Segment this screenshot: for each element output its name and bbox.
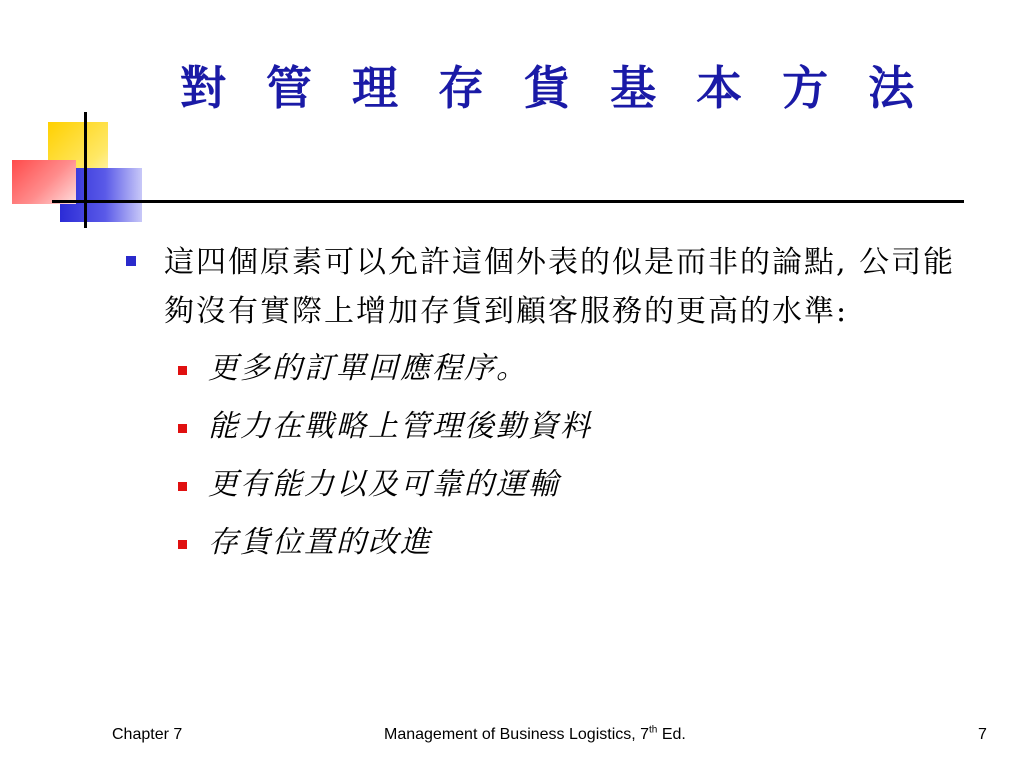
slide-content xyxy=(120,238,980,572)
slide-footer xyxy=(0,722,1024,750)
sub-bullet-text: 能力在戰略上管理後勤資料 xyxy=(208,409,592,444)
footer-book-sup: th xyxy=(649,724,658,736)
sub-bullet-item xyxy=(172,456,980,514)
sub-bullet-list xyxy=(120,340,980,572)
main-bullet-item xyxy=(120,238,980,336)
logo-vertical-line xyxy=(84,112,87,228)
sub-bullet-text: 更有能力以及可靠的運輸 xyxy=(208,467,560,502)
footer-book-prefix: Management of Business Logistics, 7 xyxy=(384,726,650,743)
footer-book-suffix: Ed. xyxy=(657,726,686,743)
footer-page-number: 7 xyxy=(978,726,987,743)
sub-bullet-text: 更多的訂單回應程序。 xyxy=(208,351,528,386)
footer-chapter: Chapter 7 xyxy=(112,726,183,743)
main-bullet-text: 這四個原素可以允許這個外表的似是而非的論點, 公司能夠沒有實際上增加存貨到顧客服務的更高的水準: xyxy=(164,245,956,329)
slide-logo-decoration xyxy=(0,0,200,240)
logo-red-square xyxy=(12,160,76,204)
sub-bullet-marker xyxy=(178,366,187,375)
sub-bullet-item xyxy=(172,514,980,572)
title-divider-line xyxy=(52,200,964,203)
sub-bullet-text: 存貨位置的改進 xyxy=(208,525,432,560)
sub-bullet-item xyxy=(172,398,980,456)
slide-title: 對 管 理 存 貨 基 本 方 法 xyxy=(180,61,927,115)
sub-bullet-marker xyxy=(178,482,187,491)
footer-book-title xyxy=(384,726,686,744)
sub-bullet-marker xyxy=(178,424,187,433)
sub-bullet-item xyxy=(172,340,980,398)
main-bullet-marker xyxy=(126,256,136,266)
sub-bullet-marker xyxy=(178,540,187,549)
